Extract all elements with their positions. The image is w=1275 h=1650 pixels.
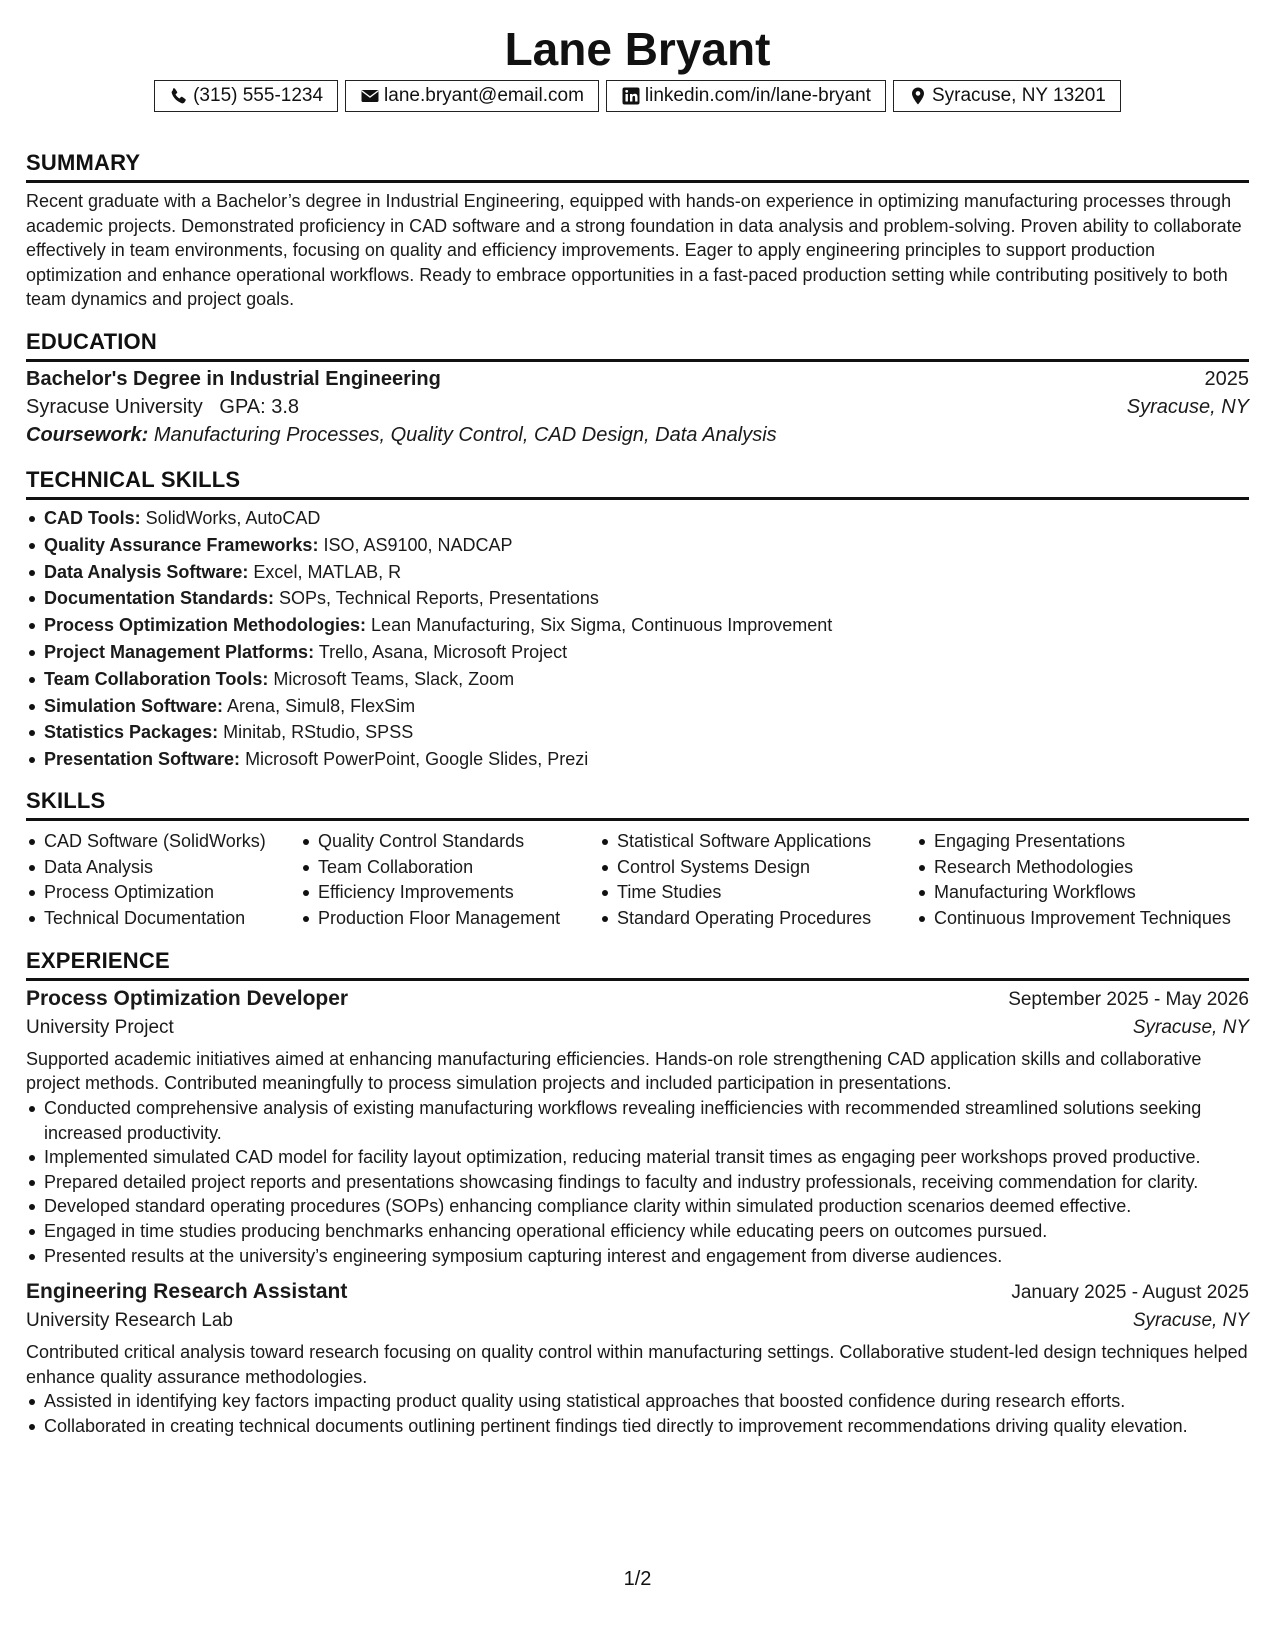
tech-skill-label: CAD Tools:	[44, 507, 141, 528]
skill-item: Control Systems Design	[599, 855, 916, 881]
job-description: Contributed critical analysis toward research focusing on quality control within manufacturing settings. Collaborative student-led design techniques helped enhance quality assurance methodologies.	[26, 1342, 1248, 1387]
job-bullets	[26, 1096, 1249, 1268]
tech-skill-value: Trello, Asana, Microsoft Project	[318, 641, 568, 662]
skill-item: Quality Control Standards	[300, 829, 599, 855]
candidate-name: Lane Bryant	[504, 23, 771, 75]
contact-linkedin-text: linkedin.com/in/lane-bryant	[644, 85, 871, 106]
phone-icon	[169, 86, 189, 106]
contact-linkedin[interactable]	[606, 80, 886, 112]
tech-skill-label: Project Management Platforms:	[44, 641, 315, 662]
tech-skill-label: Team Collaboration Tools:	[44, 668, 269, 689]
job-bullet: Presented results at the university’s engineering symposium capturing interest and engagement from diverse audiences.	[26, 1244, 1249, 1269]
skills-section	[26, 788, 1249, 932]
tech-skill-item	[26, 559, 1249, 586]
tech-skill-value: Lean Manufacturing, Six Sigma, Continuous Improvement	[371, 615, 833, 636]
education-degree-row	[26, 368, 1249, 391]
tech-skill-item	[26, 585, 1249, 612]
skills-heading: SKILLS	[26, 788, 1249, 821]
contact-phone[interactable]	[154, 80, 338, 112]
education-school-row	[26, 396, 1249, 419]
job-org: University Project	[26, 1016, 174, 1038]
job-bullet: Conducted comprehensive analysis of existing manufacturing workflows revealing inefficiencies with recommended streamlined solutions seeking increased productivity.	[26, 1096, 1249, 1145]
skill-item: Data Analysis	[26, 855, 300, 881]
skills-column	[26, 829, 300, 932]
experience-section	[26, 948, 1249, 1439]
skill-item: Technical Documentation	[26, 906, 300, 932]
tech-skill-label: Documentation Standards:	[44, 588, 275, 609]
coursework-list: Manufacturing Processes, Quality Control, CAD Design, Data Analysis	[153, 423, 777, 446]
school-location: Syracuse, NY	[1126, 395, 1249, 418]
tech-skill-item	[26, 532, 1249, 559]
skill-item: Process Optimization	[26, 880, 300, 906]
experience-heading: EXPERIENCE	[26, 948, 1249, 981]
school-line	[26, 396, 299, 419]
envelope-icon	[360, 86, 380, 106]
skill-item: Statistical Software Applications	[599, 829, 916, 855]
skills-column	[300, 829, 599, 932]
job-bullet: Engaged in time studies producing benchmarks enhancing operational efficiency while educating peers on outcomes pursued.	[26, 1219, 1249, 1244]
job-entry	[26, 987, 1249, 1268]
skills-column	[599, 829, 916, 932]
technical-skills-heading: TECHNICAL SKILLS	[26, 467, 1249, 500]
job-title-row	[26, 987, 1249, 1011]
contact-bar	[26, 80, 1249, 112]
job-location: Syracuse, NY	[1132, 1310, 1249, 1332]
job-title: Engineering Research Assistant	[26, 1280, 348, 1304]
tech-skill-item	[26, 505, 1249, 532]
contact-email-text: lane.bryant@email.com	[384, 85, 584, 106]
skill-item: Standard Operating Procedures	[599, 906, 916, 932]
skill-item: Continuous Improvement Techniques	[916, 906, 1231, 932]
contact-email[interactable]	[345, 80, 599, 112]
job-dates: September 2025 - May 2026	[1008, 988, 1249, 1010]
linkedin-icon	[621, 86, 641, 106]
gpa: GPA: 3.8	[219, 395, 300, 418]
coursework-line	[26, 424, 1249, 447]
job-bullet: Developed standard operating procedures (SOPs) enhancing compliance clarity within simulated production scenarios deemed effective.	[26, 1194, 1249, 1219]
skills-grid	[26, 829, 1249, 932]
tech-skill-value: Microsoft Teams, Slack, Zoom	[273, 668, 515, 689]
summary-heading: SUMMARY	[26, 150, 1249, 183]
tech-skill-label: Data Analysis Software:	[44, 561, 249, 582]
job-bullet: Assisted in identifying key factors impacting product quality using statistical approaches that boosted confidence during research efforts.	[26, 1389, 1249, 1414]
skill-item: Manufacturing Workflows	[916, 880, 1231, 906]
contact-location-text: Syracuse, NY 13201	[931, 85, 1106, 106]
job-title: Process Optimization Developer	[26, 986, 349, 1010]
skills-column	[916, 829, 1231, 932]
summary-section	[26, 150, 1249, 312]
job-org-row	[26, 1310, 1249, 1332]
skill-item: Time Studies	[599, 880, 916, 906]
map-pin-icon	[908, 86, 928, 106]
job-dates: January 2025 - August 2025	[1011, 1282, 1249, 1304]
education-section	[26, 329, 1249, 447]
tech-skill-label: Process Optimization Methodologies:	[44, 615, 367, 636]
tech-skill-label: Presentation Software:	[44, 749, 241, 770]
technical-skills-section	[26, 467, 1249, 773]
job-bullet: Prepared detailed project reports and presentations showcasing findings to faculty and industry professionals, receiving commendation for clarity.	[26, 1170, 1249, 1195]
tech-skill-value: Minitab, RStudio, SPSS	[223, 722, 414, 743]
tech-skill-value: Arena, Simul8, FlexSim	[227, 695, 416, 716]
tech-skill-value: SOPs, Technical Reports, Presentations	[279, 588, 599, 609]
tech-skill-value: Microsoft PowerPoint, Google Slides, Prezi	[245, 749, 589, 770]
tech-skill-item	[26, 693, 1249, 720]
job-org: University Research Lab	[26, 1310, 233, 1332]
skill-item: Team Collaboration	[300, 855, 599, 881]
contact-location[interactable]	[893, 80, 1121, 112]
education-heading: EDUCATION	[26, 329, 1249, 362]
degree-year: 2025	[1204, 367, 1249, 390]
job-bullet: Implemented simulated CAD model for facility layout optimization, reducing material transit times as engaging peer workshops proved productive.	[26, 1145, 1249, 1170]
job-location: Syracuse, NY	[1132, 1016, 1249, 1038]
job-entry	[26, 1280, 1249, 1438]
tech-skill-label: Simulation Software:	[44, 695, 224, 716]
tech-skill-item	[26, 612, 1249, 639]
skill-item: Engaging Presentations	[916, 829, 1231, 855]
tech-skill-value: ISO, AS9100, NADCAP	[323, 534, 513, 555]
job-bullet: Collaborated in creating technical documents outlining pertinent findings tied directly to improvement recommendations driving quality elevation.	[26, 1414, 1249, 1439]
skill-item: Efficiency Improvements	[300, 880, 599, 906]
degree-title: Bachelor's Degree in Industrial Engineering	[26, 367, 441, 390]
job-description: Supported academic initiatives aimed at enhancing manufacturing efficiencies. Hands-on role strengthening CAD application skills and collaborative project methods. Contributed meaningfully to process simulation projects and included participation in presentations.	[26, 1048, 1202, 1094]
summary-text: Recent graduate with a Bachelor’s degree in Industrial Engineering, equipped with hands-on experience in optimizing manufacturing processes through academic projects. Demonstrated proficiency in CAD software and a strong foundation in data analysis and problem-solving. Proven ability to collaborate effectively in team environments, focusing on quality and efficiency improvements. Eager to apply engineering principles to support production optimization and enhance operational workflows. Ready to embrace opportunities in a fast-paced production setting while contributing positively to both team dynamics and project goals.	[26, 191, 1242, 310]
tech-skill-value: SolidWorks, AutoCAD	[145, 507, 321, 528]
tech-skill-item	[26, 719, 1249, 746]
page-number: 1/2	[623, 1568, 652, 1590]
resume-page	[26, 0, 1249, 1438]
school-name: Syracuse University	[26, 395, 203, 418]
tech-skill-label: Quality Assurance Frameworks:	[44, 534, 319, 555]
tech-skill-item	[26, 639, 1249, 666]
technical-skills-list	[26, 505, 1249, 773]
job-org-row	[26, 1017, 1249, 1039]
skill-item: Production Floor Management	[300, 906, 599, 932]
job-bullets	[26, 1389, 1249, 1438]
job-title-row	[26, 1280, 1249, 1304]
tech-skill-item	[26, 666, 1249, 693]
tech-skill-item	[26, 746, 1249, 773]
tech-skill-value: Excel, MATLAB, R	[253, 561, 402, 582]
contact-phone-text: (315) 555-1234	[193, 85, 324, 106]
skill-item: Research Methodologies	[916, 855, 1231, 881]
tech-skill-label: Statistics Packages:	[44, 722, 219, 743]
coursework-label: Coursework:	[26, 423, 149, 446]
skill-item: CAD Software (SolidWorks)	[26, 829, 300, 855]
